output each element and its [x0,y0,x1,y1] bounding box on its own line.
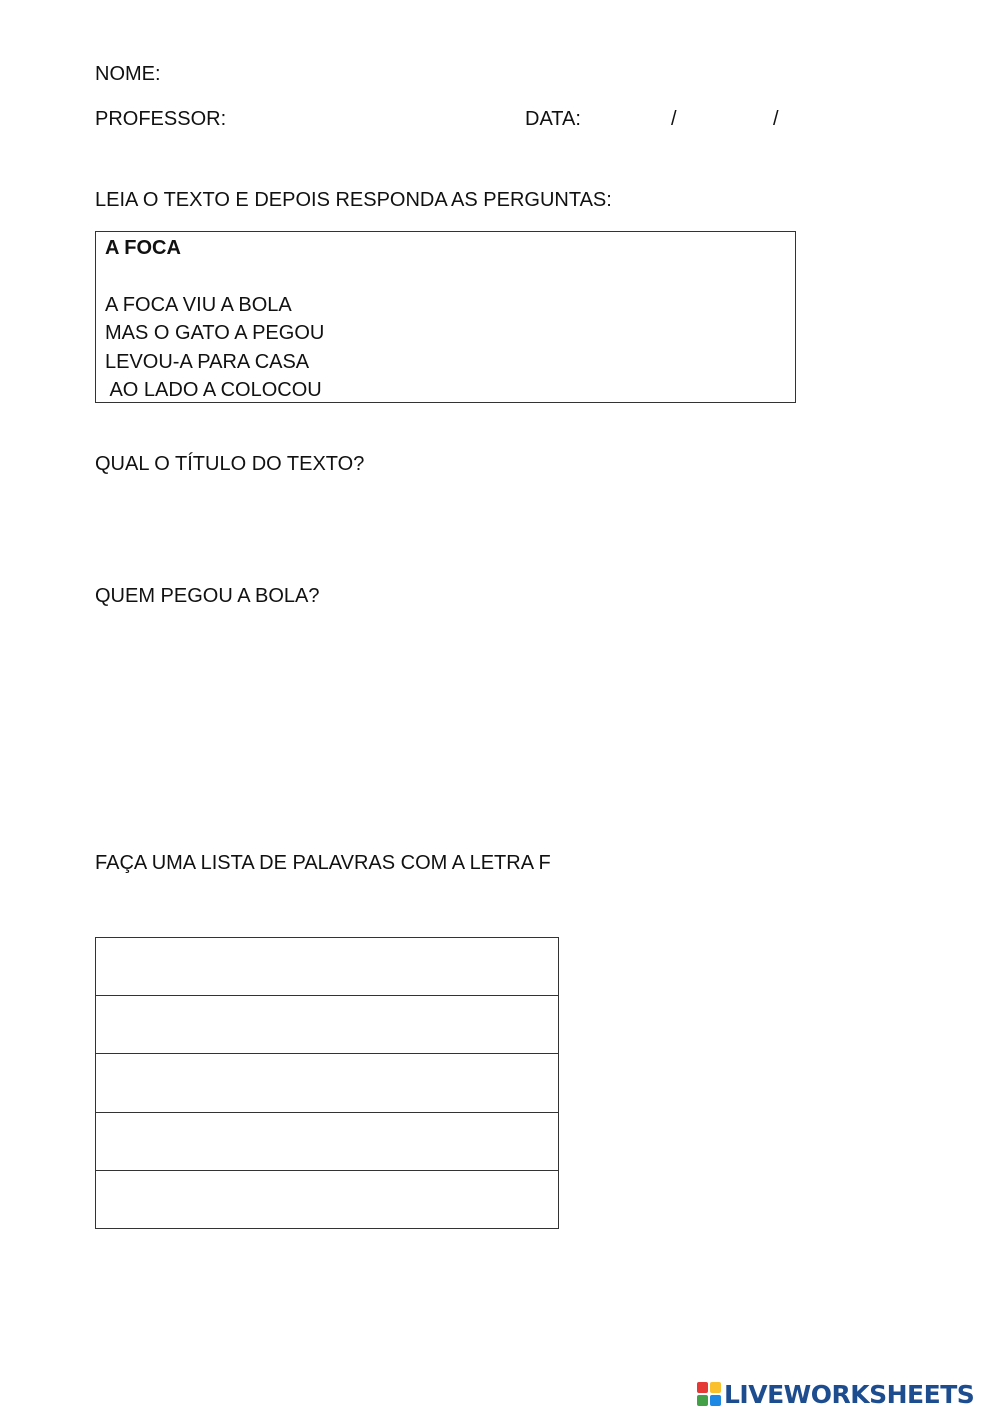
teacher-label: PROFESSOR: [95,108,227,130]
poem-line: MAS O GATO A PEGOU [105,322,325,344]
poem-line: AO LADO A COLOCOU [105,379,322,401]
date-separator: / [671,108,677,130]
liveworksheets-brand [697,1381,974,1407]
date-separator: / [773,108,779,130]
question-who: QUEM PEGOU A BOLA? [95,585,320,607]
poem-line: LEVOU-A PARA CASA [105,351,310,373]
word-list-row[interactable] [96,1053,558,1111]
brand-text: LIVEWORKSHEETS [724,1379,975,1409]
date-label: DATA: [525,108,581,130]
word-list-row[interactable] [96,995,558,1053]
word-list-row[interactable] [96,938,558,995]
poem-box [95,231,796,403]
poem-line: A FOCA VIU A BOLA [105,294,292,316]
word-list-row[interactable] [96,1112,558,1170]
question-word-list: FAÇA UMA LISTA DE PALAVRAS COM A LETRA F [95,852,551,874]
name-label: NOME: [95,63,161,85]
poem-title: A FOCA [105,237,181,259]
word-list-table [95,937,559,1229]
question-title: QUAL O TÍTULO DO TEXTO? [95,453,365,475]
liveworksheets-logo-icon [697,1382,721,1406]
word-list-row[interactable] [96,1170,558,1228]
instruction-text: LEIA O TEXTO E DEPOIS RESPONDA AS PERGUNTAS: [95,189,612,211]
